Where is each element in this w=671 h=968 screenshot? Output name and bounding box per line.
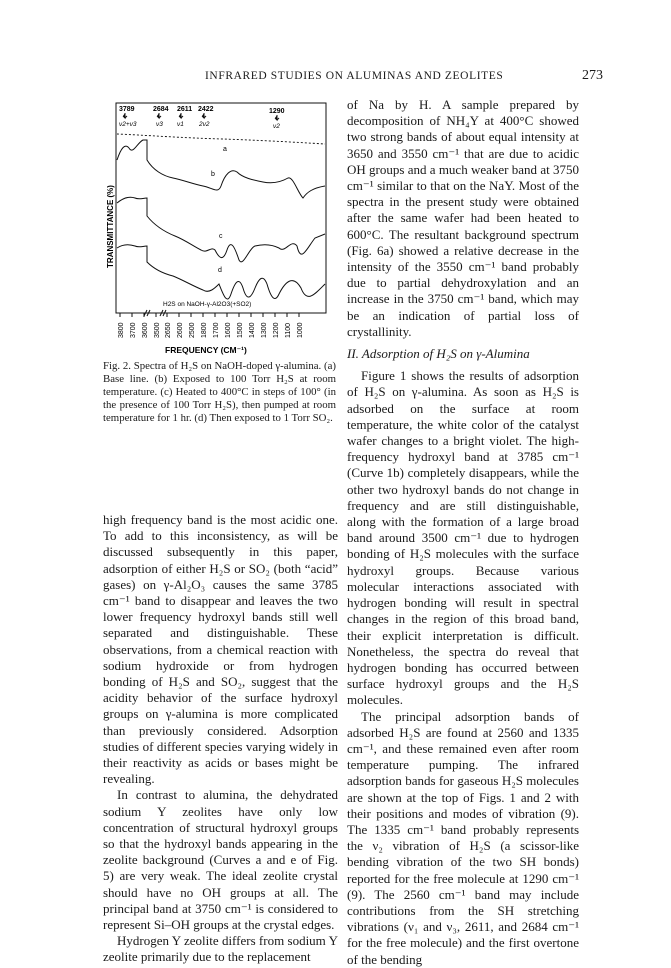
top-label-1290: 1290 <box>269 108 285 115</box>
x-axis-label: FREQUENCY (CM⁻¹) <box>165 345 247 355</box>
section-heading: II. Adsorption of H₂S on γ-Alumina <box>347 346 530 362</box>
top-label-2422: 2422 <box>198 106 214 113</box>
tick-3800: 3800 <box>118 322 125 338</box>
tick-3500: 3500 <box>154 322 161 338</box>
tick-1500: 1500 <box>237 322 244 338</box>
left-column <box>103 512 338 966</box>
figure-caption <box>103 360 336 425</box>
tick-2650: 2650 <box>165 322 172 338</box>
right-paragraph-2: Figure 1 shows the results of adsorption of H₂S on γ-alumina. As soon as H₂S is adsorbed on the surface at room temperature, the white color of the catalyst wafer changes to a bright violet. The high-frequency hydroxyl band at 3785 cm⁻¹ (Curve 1b) completely disappears, while the other two hydroxyl bands do not change in frequency and are still distinguishable, along with the formation of a large broad band around 3500 cm⁻¹ due to hydrogen bonding of H₂S molecules with the surface hydroxyl groups. Because various molecular interactions associated with hydrogen bonding will result in spectral changes in the region of this broad band, their explicit interpretation is difficult. Nonetheless, the spectra do reveal that hydrogen bonding has occurred between surface hydroxyl groups and the H₂S molecules. <box>347 368 579 708</box>
left-paragraph-1: high frequency band is the most acidic one. To add to this inconsistency, as will be discussed subsequently in this paper, adsorption of either H₂S or SO₂ (both “acid” gases) on γ-Al₂O₃ causes the same 3785 cm⁻¹ band to disappear and leaves the two lower frequency hydroxyl bands still well separated and distinguishable. These observations, from a chemical reaction with sodium hydroxide or from hydrogen bonding of H₂S and SO₂, suggest that the acidity behavior of the surface hydroxyl groups on γ-alumina is more complicated than previously considered. Adsorption studies of different species varying widely in their reactivity as acids or bases might be revealing. <box>103 512 338 787</box>
curve-label-d: d <box>218 267 222 274</box>
tick-3600: 3600 <box>142 322 149 338</box>
tick-1200: 1200 <box>273 322 280 338</box>
mode-arrows <box>123 113 279 120</box>
spectra-plot <box>103 98 338 356</box>
mode-label-4: 2ν2 <box>199 121 210 128</box>
top-label-2684: 2684 <box>153 106 169 113</box>
curve-b <box>117 140 325 198</box>
tick-1700: 1700 <box>213 322 220 338</box>
tick-2600: 2600 <box>177 322 184 338</box>
top-label-3789: 3789 <box>119 106 135 113</box>
curve-label-b: b <box>211 171 215 178</box>
x-tick-labels <box>118 322 304 338</box>
top-label-2611: 2611 <box>177 106 193 113</box>
inner-sample-label: H2S on NaOH-γ-Al2O3(+SO2) <box>163 301 252 308</box>
curve-label-c: c <box>219 233 223 240</box>
running-head <box>0 70 671 90</box>
tick-1000: 1000 <box>297 322 304 338</box>
tick-2500: 2500 <box>189 322 196 338</box>
right-paragraph-1: of Na by H. A sample prepared by decomposition of NH₄Y at 400°C showed two strong bands of about equal intensity at 3650 and 3550 cm⁻¹ that are due to acidic OH groups and a much weaker band at 3750 cm⁻¹ similar to that on the NaY. Most of the spectra in the present study were obtained after the same wafer had been heated to 600°C. The resultant background spectrum (Fig. 6a) showed a relative decrease in the intensity of the 3550 cm⁻¹ band probably due to partial dehydroxylation and an increase in the 3750 cm⁻¹ band, which may be an indication of partial loss of crystallinity. <box>347 97 579 339</box>
tick-3700: 3700 <box>130 322 137 338</box>
running-title: INFRARED STUDIES ON ALUMINAS AND ZEOLITES <box>205 70 504 82</box>
spectra-figure <box>103 98 338 356</box>
mode-label-1: ν2+ν3 <box>119 121 137 128</box>
tick-1100: 1100 <box>285 322 292 338</box>
right-column <box>347 97 579 968</box>
mode-label-5: ν2 <box>273 123 280 130</box>
tick-1300: 1300 <box>261 322 268 338</box>
curve-c <box>117 197 325 262</box>
y-axis-label: TRANSMITTANCE (%) <box>106 185 115 268</box>
x-ticks <box>120 313 299 317</box>
left-paragraph-2: In contrast to alumina, the dehydrated sodium Y zeolites have only low concentration of structural hydroxyl groups so that the hydroxyl bands appearing in the zeolite background (Curves a and e of Fig. 5) are very weak. The ideal zeolite crystal should have no OH groups at all. The principal band at 3750 cm⁻¹ is considered to represent Si–OH groups at the crystal edges. <box>103 787 338 933</box>
page-number: 273 <box>582 68 603 83</box>
curve-label-a: a <box>223 146 227 153</box>
left-paragraph-3: Hydrogen Y zeolite differs from sodium Y zeolite primarily due to the replacement <box>103 933 338 965</box>
caption-text: Fig. 2. Spectra of H₂S on NaOH-doped γ-alumina. (a) Base line. (b) Exposed to 100 Torr H₂S at room temperature. (c) Heated to 400°C in steps of 100° (in the presence of 100 Torr H₂S), then pumped at room temperature for 1 hr. (d) Then exposed to 1 Torr SO₂. <box>103 360 336 424</box>
mode-label-2: ν3 <box>156 121 163 128</box>
tick-1600: 1600 <box>225 322 232 338</box>
tick-1800: 1800 <box>201 322 208 338</box>
curve-a <box>117 134 325 144</box>
tick-1400: 1400 <box>249 322 256 338</box>
right-paragraph-3: The principal adsorption bands of adsorbed H₂S are found at 2560 and 1335 cm⁻¹, and these remained even after room temperature pumping. The infrared adsorption bands for gaseous H₂S molecules are shown at the top of Figs. 1 and 2 with their positions and modes of vibration (9). The 1335 cm⁻¹ band probably represents the ν₂ vibration of H₂S (a scissor-like bending vibration of the two SH bonds) reported for the free molecule at 1290 cm⁻¹ (9). The 2560 cm⁻¹ band may include contributions from the SH stretching vibrations (ν₁ and ν₃, 2611, and 2684 cm⁻¹ for the free molecule) and the first overtone of the bending <box>347 708 579 967</box>
mode-label-3: ν1 <box>177 121 184 128</box>
